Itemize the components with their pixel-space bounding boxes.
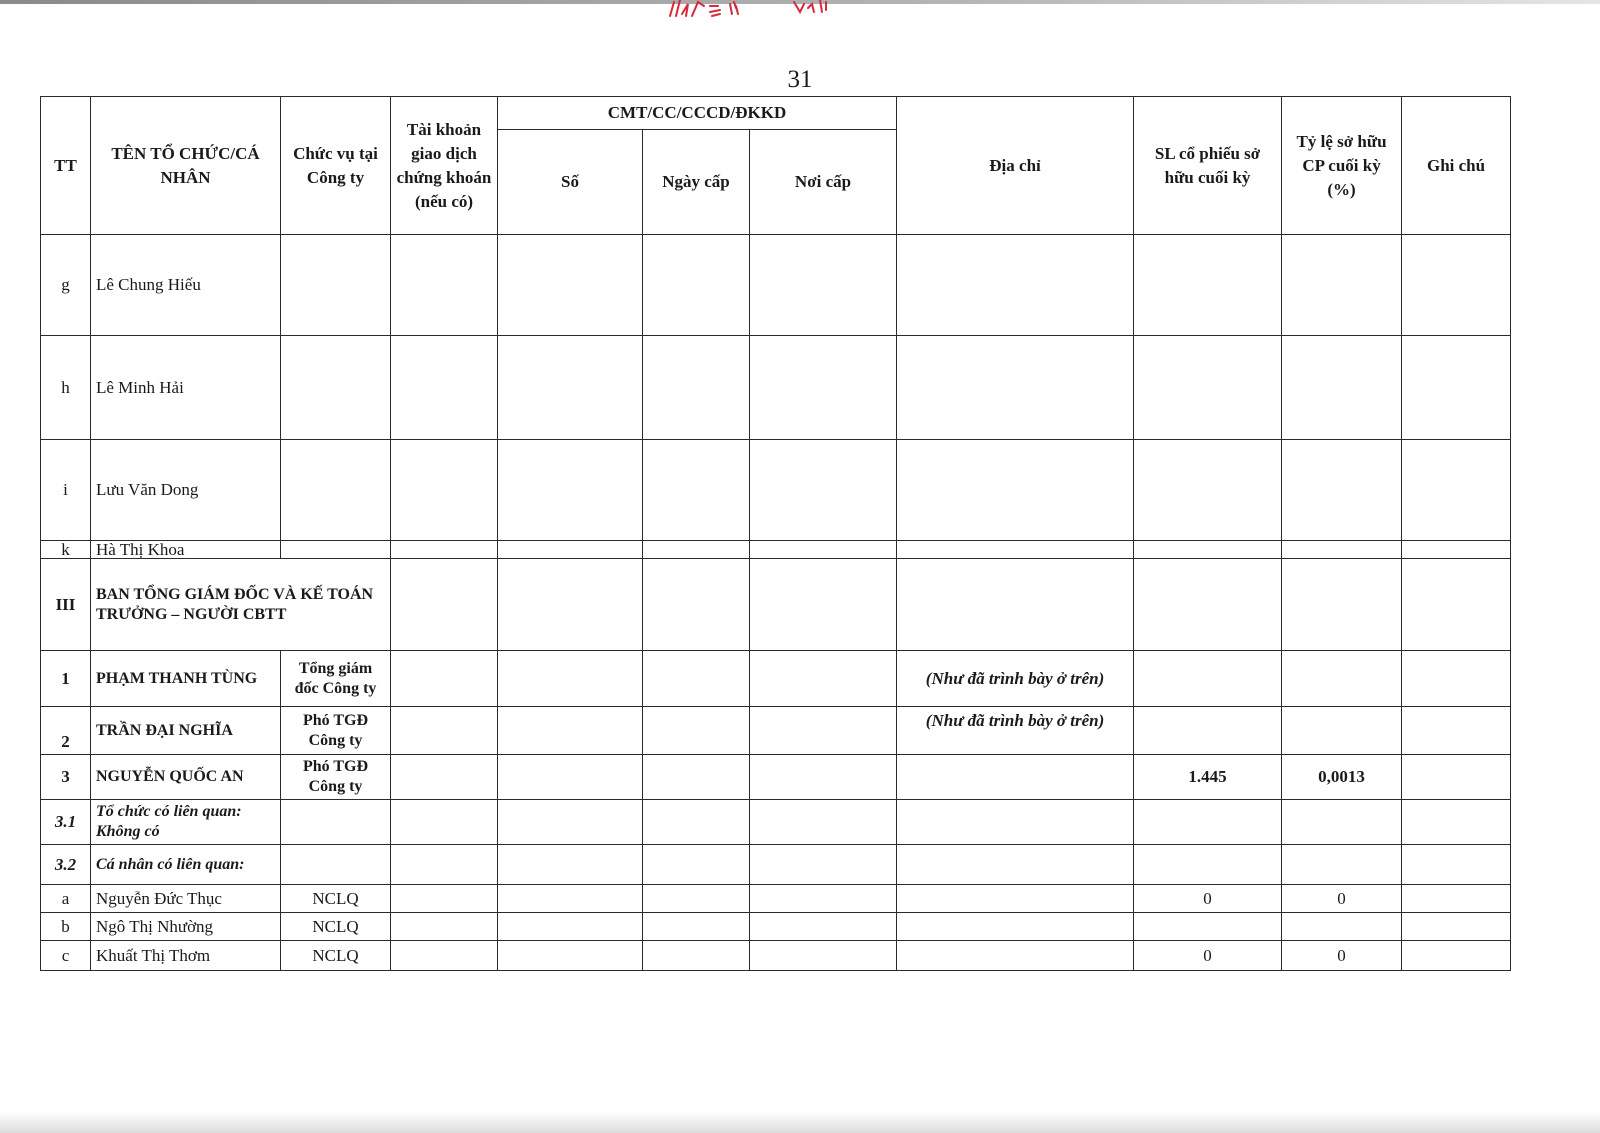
row-name: Nguyễn Đức Thục (91, 885, 281, 913)
table-row (41, 651, 1511, 707)
row-name: PHẠM THANH TÙNG (91, 651, 281, 707)
row-name: BAN TỔNG GIÁM ĐỐC VÀ KẾ TOÁN TRƯỞNG – NGƯỜI CBTT (91, 559, 391, 651)
row-position: NCLQ (281, 941, 391, 971)
row-tt: 2 (41, 707, 91, 755)
row-position: Tổng giám đốc Công ty (281, 651, 391, 707)
row-position: Phó TGĐ Công ty (281, 755, 391, 800)
row-name: Lưu Văn Dong (91, 440, 281, 541)
header-id-date: Ngày cấp (643, 130, 750, 235)
row-name: Lê Chung Hiếu (91, 235, 281, 336)
row-name: Lê Minh Hải (91, 336, 281, 440)
row-tt: 3.1 (41, 800, 91, 845)
row-address: (Như đã trình bày ở trên) (897, 651, 1134, 707)
header-id-number: Số (498, 130, 643, 235)
row-tt: c (41, 941, 91, 971)
row-shares: 0 (1134, 885, 1282, 913)
table-row (41, 941, 1511, 971)
header-tt: TT (41, 97, 91, 235)
table-row (41, 336, 1511, 440)
header-name: TÊN TỔ CHỨC/CÁ NHÂN (91, 97, 281, 235)
header-note: Ghi chú (1402, 97, 1511, 235)
header-address: Địa chỉ (897, 97, 1134, 235)
row-tt: g (41, 235, 91, 336)
row-tt: III (41, 559, 91, 651)
table-row (41, 800, 1511, 845)
table-row (41, 755, 1511, 800)
row-tt: b (41, 913, 91, 941)
scan-edge-bottom (0, 1111, 1600, 1133)
header-account-label: Tài khoản giao dịch chứng khoán (396, 119, 492, 187)
row-shares: 0 (1134, 941, 1282, 971)
header-id-place: Nơi cấp (750, 130, 897, 235)
table-row (41, 440, 1511, 541)
row-name: Ngô Thị Nhường (91, 913, 281, 941)
table-row (41, 885, 1511, 913)
row-tt: h (41, 336, 91, 440)
table-row (41, 559, 1511, 651)
table-row (41, 913, 1511, 941)
row-tt: 3 (41, 755, 91, 800)
row-position: NCLQ (281, 913, 391, 941)
row-ratio: 0 (1282, 885, 1402, 913)
row-name: Khuất Thị Thơm (91, 941, 281, 971)
row-name: Tổ chức có liên quan: Không có (91, 800, 281, 845)
header-position: Chức vụ tại Công ty (281, 97, 391, 235)
row-ratio: 0,0013 (1282, 755, 1402, 800)
row-name: TRẦN ĐẠI NGHĨA (91, 707, 281, 755)
table-row (41, 541, 1511, 559)
row-name: Cá nhân có liên quan: (91, 845, 281, 885)
shareholder-table (40, 96, 1511, 971)
page-number: 31 (787, 66, 813, 93)
row-ratio: 0 (1282, 941, 1402, 971)
row-tt: i (41, 440, 91, 541)
row-tt: a (41, 885, 91, 913)
row-shares: 1.445 (1134, 755, 1282, 800)
header-id-group: CMT/CC/CCCD/ĐKKD (498, 97, 897, 130)
row-position: NCLQ (281, 885, 391, 913)
row-name: NGUYỄN QUỐC AN (91, 755, 281, 800)
row-address: (Như đã trình bày ở trên) (897, 707, 1134, 755)
row-tt: 3.2 (41, 845, 91, 885)
row-tt: k (41, 541, 91, 559)
header-account (391, 97, 498, 235)
red-stamp-fragment (668, 0, 848, 20)
row-name: Hà Thị Khoa (91, 541, 281, 559)
header-ratio: Tỷ lệ sở hữu CP cuối kỳ (%) (1282, 97, 1402, 235)
table-row (41, 235, 1511, 336)
table-row (41, 707, 1511, 755)
row-tt: 1 (41, 651, 91, 707)
row-position: Phó TGĐ Công ty (281, 707, 391, 755)
table-row (41, 845, 1511, 885)
header-shares: SL cổ phiếu sở hữu cuối kỳ (1134, 97, 1282, 235)
header-account-note: (nếu có) (414, 191, 474, 211)
